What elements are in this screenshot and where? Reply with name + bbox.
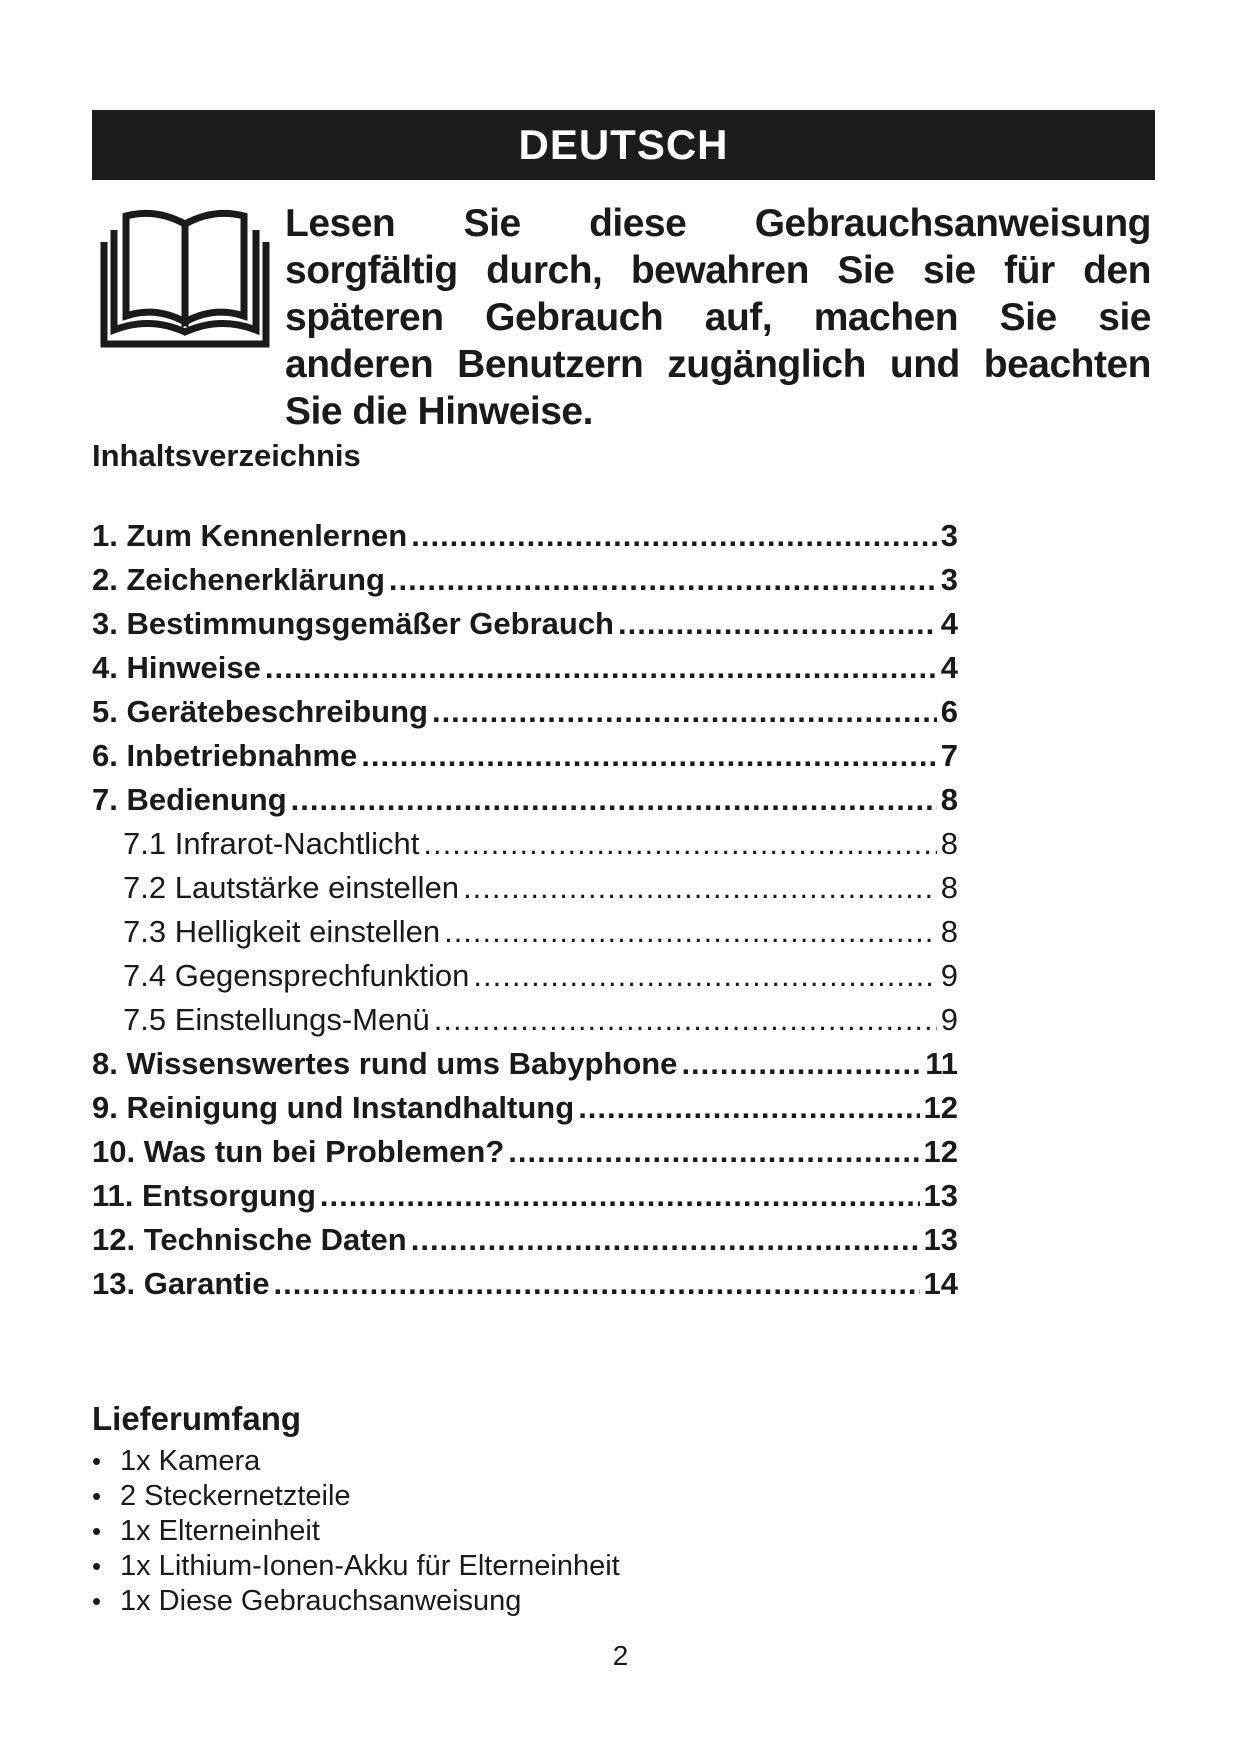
toc-label: 7.5 Einstellungs-Menü: [123, 1002, 430, 1037]
toc-label: 6. Inbetriebnahme: [92, 738, 358, 773]
toc-label: 5. Gerätebeschreibung: [92, 694, 428, 729]
language-header: [92, 110, 1155, 180]
toc-heading: Inhaltsverzeichnis: [92, 438, 361, 473]
open-book-icon: [100, 206, 270, 348]
toc-label: 7.3 Helligkeit einstellen: [123, 914, 441, 949]
list-item-text: 2 Steckernetzteile: [120, 1480, 351, 1512]
toc-entry-7[interactable]: [92, 782, 958, 826]
toc-page: 6: [940, 694, 958, 729]
toc-page: 3: [940, 562, 958, 597]
toc-leader: [320, 1178, 920, 1214]
toc-page: 11: [925, 1046, 958, 1081]
toc-leader: [444, 914, 937, 950]
toc-page: 4: [940, 606, 958, 641]
list-item-text: 1x Diese Gebrauchsanweisung: [120, 1585, 522, 1617]
toc-entry-7-2[interactable]: [92, 870, 958, 914]
toc-label: 11. Entsorgung: [92, 1178, 316, 1213]
toc-page: 9: [940, 958, 958, 993]
language-title: DEUTSCH: [518, 121, 729, 168]
toc-leader: [423, 826, 936, 862]
toc-entry-9[interactable]: [92, 1090, 958, 1134]
bullet-icon: •: [92, 1551, 102, 1581]
toc-entry-5[interactable]: [92, 694, 958, 738]
toc-page: 13: [923, 1222, 958, 1257]
list-item: [92, 1584, 620, 1619]
bullet-icon: •: [92, 1446, 102, 1476]
delivery-list: [92, 1444, 620, 1619]
toc-entry-11[interactable]: [92, 1178, 958, 1222]
toc-leader: [411, 518, 937, 554]
list-item: [92, 1549, 620, 1584]
toc-leader: [618, 606, 937, 642]
toc-page: 8: [940, 870, 958, 905]
toc-label: 9. Reinigung und Instandhaltung: [92, 1090, 575, 1125]
toc-page: 8: [940, 914, 958, 949]
toc-page: 8: [940, 826, 958, 861]
toc-leader: [265, 650, 937, 686]
list-item-text: 1x Elterneinheit: [120, 1515, 320, 1547]
toc-page: 9: [940, 1002, 958, 1037]
toc-page: 14: [923, 1266, 958, 1301]
toc-entry-10[interactable]: [92, 1134, 958, 1178]
toc-leader: [508, 1134, 919, 1170]
toc-label: 8. Wissenswertes rund ums Babyphone: [92, 1046, 678, 1081]
list-item: [92, 1479, 620, 1514]
toc-label: 10. Was tun bei Problemen?: [92, 1134, 505, 1169]
page-number: 2: [612, 1640, 629, 1671]
toc-page: 13: [923, 1178, 958, 1213]
toc-entry-8[interactable]: [92, 1046, 958, 1090]
toc-leader: [578, 1090, 919, 1126]
table-of-contents: [92, 518, 958, 1310]
toc-label: 13. Garantie: [92, 1266, 270, 1301]
toc-leader: [291, 782, 937, 818]
toc-entry-7-5[interactable]: [92, 1002, 958, 1046]
toc-entry-12[interactable]: [92, 1222, 958, 1266]
delivery-heading: Lieferumfang: [92, 1400, 302, 1437]
toc-leader: [389, 562, 937, 598]
toc-page: 12: [923, 1090, 958, 1125]
toc-label: 7.1 Infrarot-Nachtlicht: [123, 826, 420, 861]
toc-leader: [434, 1002, 937, 1038]
toc-label: 1. Zum Kennenlernen: [92, 518, 408, 553]
toc-page: 4: [940, 650, 958, 685]
toc-page: 8: [940, 782, 958, 817]
toc-leader: [411, 1222, 920, 1258]
toc-leader: [681, 1046, 921, 1082]
toc-entry-7-4[interactable]: [92, 958, 958, 1002]
toc-entry-7-1[interactable]: [92, 826, 958, 870]
bullet-icon: •: [92, 1586, 102, 1616]
list-item: [92, 1444, 620, 1479]
toc-label: 7. Bedienung: [92, 782, 287, 817]
toc-page: 7: [940, 738, 958, 773]
toc-leader: [361, 738, 936, 774]
bullet-icon: •: [92, 1516, 102, 1546]
toc-label: 7.2 Lautstärke einstellen: [123, 870, 460, 905]
list-item-text: 1x Lithium-Ionen-Akku für Elterneinheit: [120, 1550, 620, 1582]
toc-leader: [273, 1266, 919, 1302]
toc-label: 12. Technische Daten: [92, 1222, 407, 1257]
toc-leader: [432, 694, 937, 730]
list-item-text: 1x Kamera: [120, 1445, 261, 1477]
toc-label: 4. Hinweise: [92, 650, 261, 685]
toc-label: 7.4 Gegensprechfunktion: [123, 958, 470, 993]
list-item: [92, 1514, 620, 1549]
intro-notice: Lesen Sie diese Gebrauchsanweisung sorgfältig durch, bewahren Sie sie für den späteren Gebrauch auf, machen Sie sie anderen Benutzern zugänglich und beachten Sie die Hinweise.: [285, 202, 1151, 433]
toc-leader: [463, 870, 937, 906]
toc-entry-1[interactable]: [92, 518, 958, 562]
toc-leader: [473, 958, 936, 994]
toc-entry-4[interactable]: [92, 650, 958, 694]
toc-entry-3[interactable]: [92, 606, 958, 650]
toc-page: 12: [923, 1134, 958, 1169]
toc-entry-13[interactable]: [92, 1266, 958, 1310]
toc-entry-2[interactable]: [92, 562, 958, 606]
toc-label: 2. Zeichenerklärung: [92, 562, 385, 597]
toc-page: 3: [940, 518, 958, 553]
toc-label: 3. Bestimmungsgemäßer Gebrauch: [92, 606, 614, 641]
bullet-icon: •: [92, 1481, 102, 1511]
toc-entry-6[interactable]: [92, 738, 958, 782]
toc-entry-7-3[interactable]: [92, 914, 958, 958]
